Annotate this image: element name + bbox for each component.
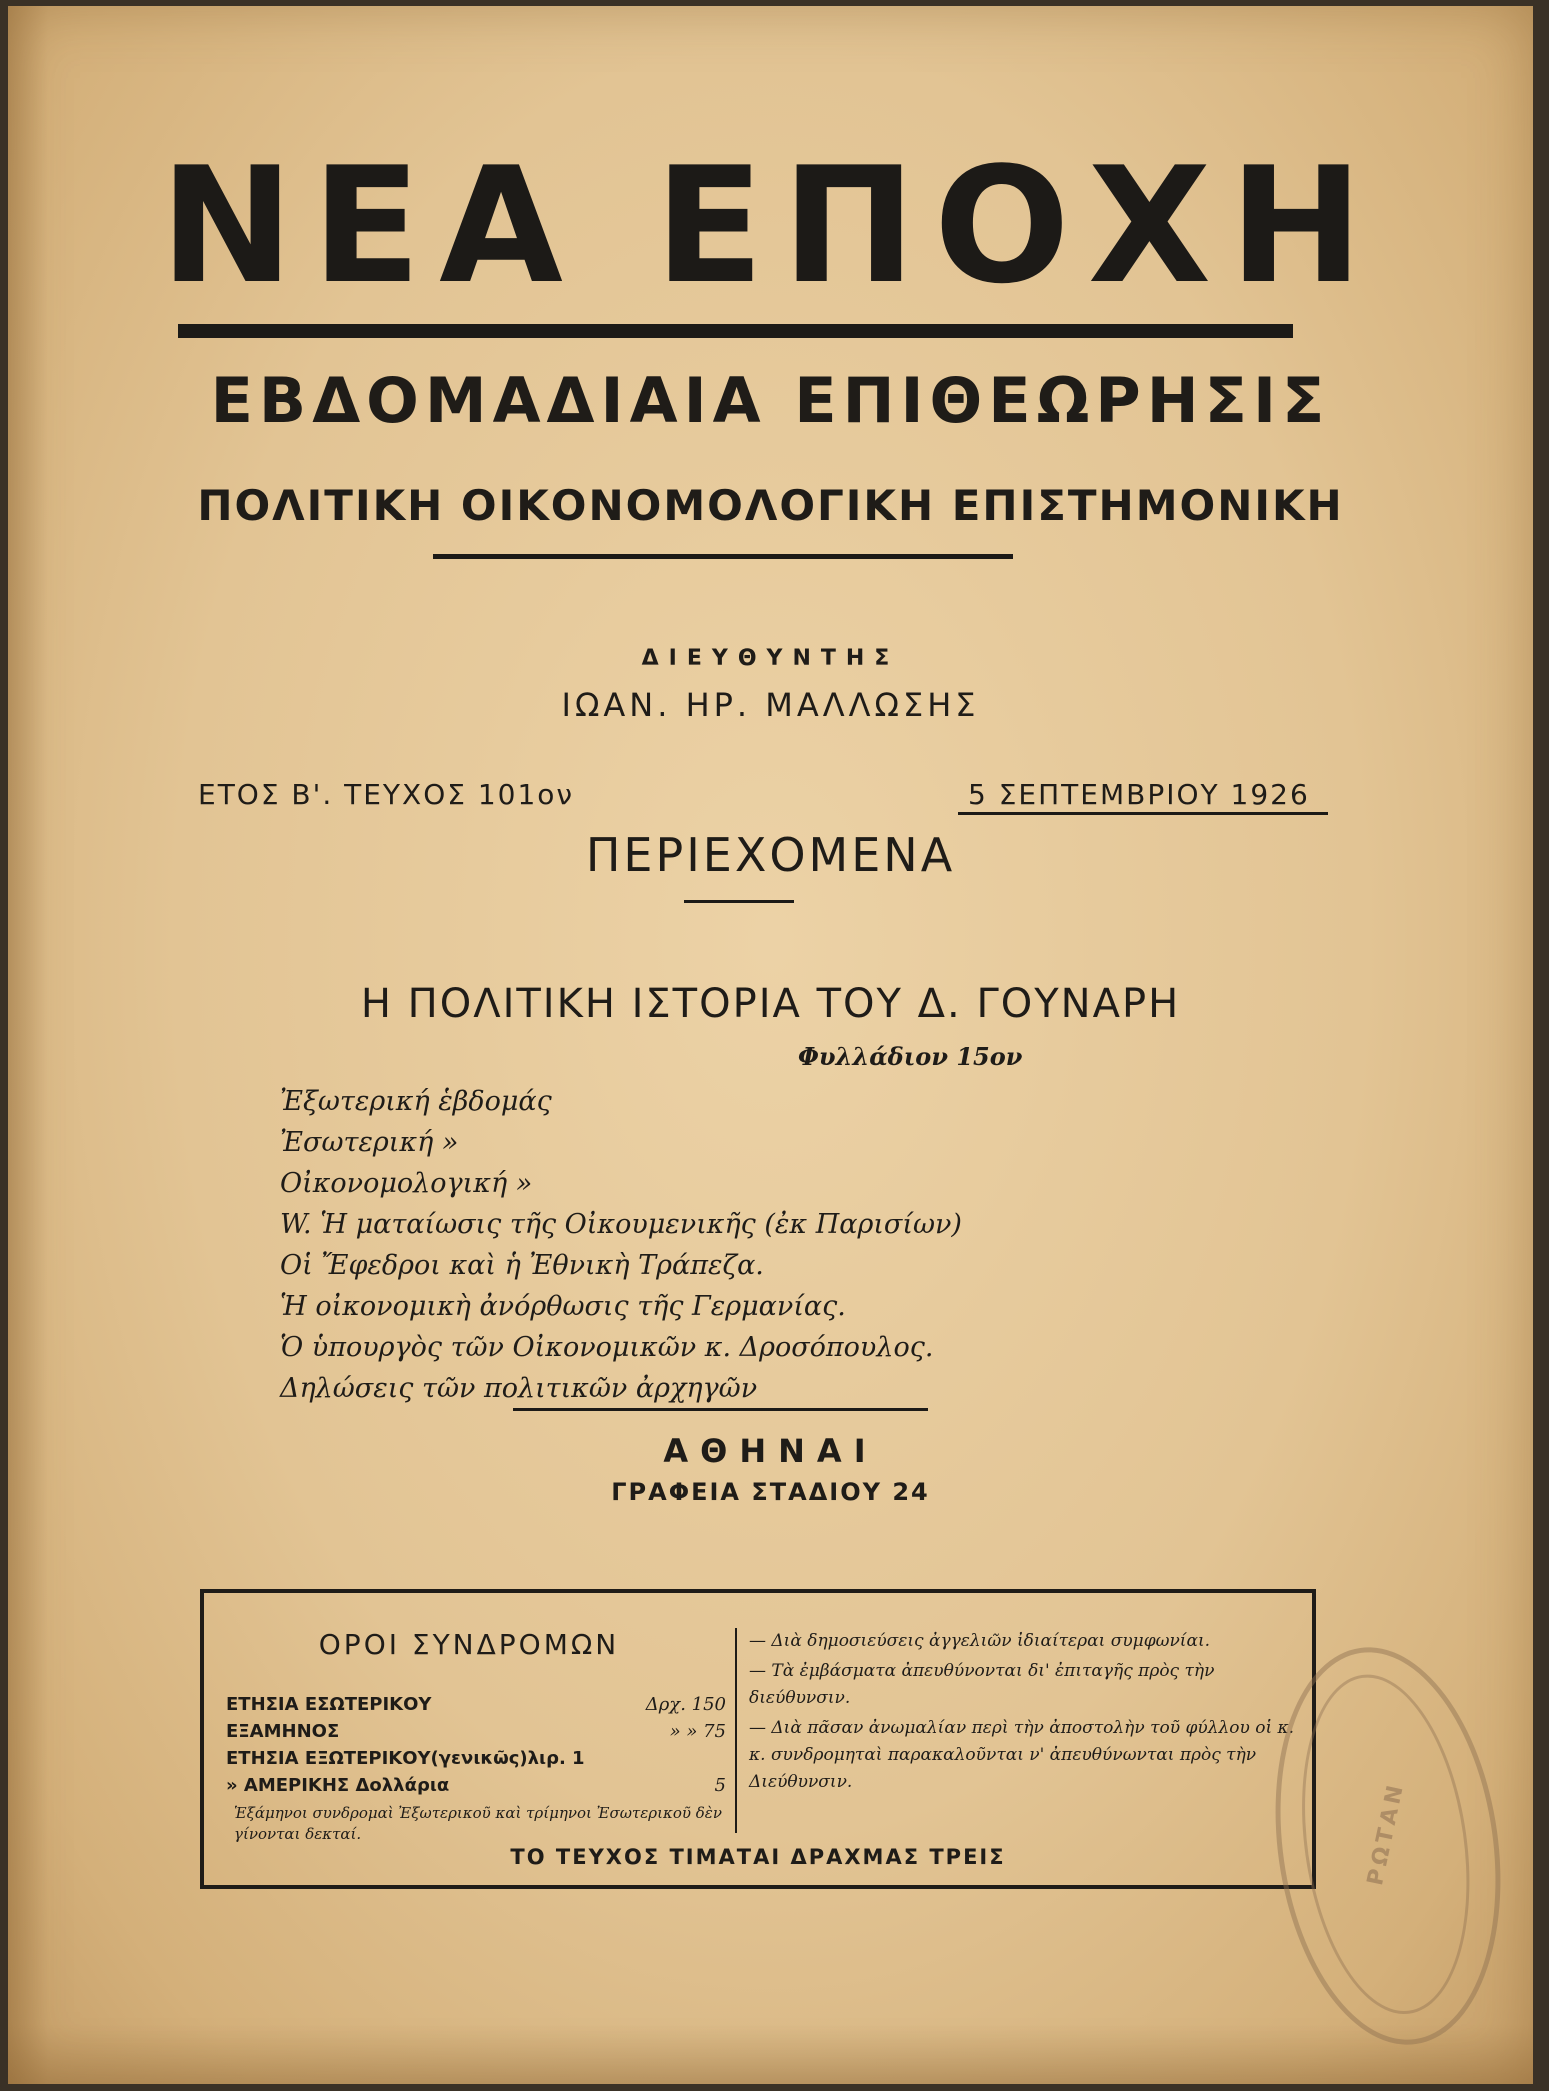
rate-row [226, 1718, 726, 1745]
rate-amount: » » 75 [669, 1721, 726, 1742]
subscription-rates [226, 1691, 726, 1799]
booklet-number: Φυλλάδιον 15ον [798, 1042, 1023, 1071]
table-of-contents [280, 1081, 962, 1409]
rate-row [226, 1691, 726, 1718]
magazine-cover [8, 6, 1533, 2084]
issue-price: ΤΟ ΤΕΥΧΟΣ ΤΙΜΑΤΑΙ ΔΡΑΧΜΑΣ ΤΡΕΙΣ [510, 1845, 1006, 1869]
director-label: ΔΙΕΥΘΥΝΤΗΣ [641, 646, 900, 671]
toc-item: Ὁ ὑπουργὸς τῶν Οἰκονομικῶν κ. Δροσόπουλος. [280, 1332, 934, 1363]
toc-item: W. Ἡ ματαίωσις τῆς Οἰκουμενικῆς (ἐκ Παρισίων) [280, 1209, 962, 1240]
contents-rule [684, 900, 794, 903]
offices-address: ΓΡΑΦΕΙΑ ΣΤΑΔΙΟΥ 24 [611, 1478, 930, 1506]
subtitle-rule [433, 554, 1013, 559]
toc-item: Οἰκονομολογική » [280, 1168, 533, 1199]
toc-item: Ἐσωτερική » [280, 1127, 459, 1158]
issue-date: 5 ΣΕΠΤΕΜΒΡΙΟΥ 1926 [968, 778, 1310, 811]
note-item: — Διὰ πᾶσαν ἀνωμαλίαν περὶ τὴν ἀποστολὴν τοῦ φύλλου οἱ κ. κ. συνδρομηταὶ παρακαλοῦνται ν' ἀπευθύνωνται πρὸς τὴν Διεύθυνσιν. [749, 1718, 1295, 1792]
masthead-title: ΝΕΑ ΕΠΟΧΗ [159, 132, 1382, 319]
rate-amount: 5 [714, 1775, 726, 1796]
rate-label: » ΑΜΕΡΙΚΗΣ Δολλάρια [226, 1775, 450, 1796]
toc-rule [513, 1408, 928, 1411]
rate-row [226, 1745, 726, 1772]
note-item: — Τὰ ἐμβάσματα ἀπευθύνονται δι' ἐπιταγῆς πρὸς τὴν διεύθυνσιν. [749, 1661, 1215, 1708]
toc-item: Ἡ οἰκονομικὴ ἀνόρθωσις τῆς Γερμανίας. [280, 1291, 846, 1322]
rate-label: ΕΤΗΣΙΑ ΕΣΩΤΕΡΙΚΟΥ [226, 1694, 432, 1715]
subtitle-topics: ΠΟΛΙΤΙΚΗ ΟΙΚΟΝΟΜΟΛΟΓΙΚΗ ΕΠΙΣΤΗΜΟΝΙΚΗ [197, 481, 1344, 530]
note-item: — Διὰ δημοσιεύσεις ἀγγελιῶν ἰδιαίτεραι συμφωνίαι. [749, 1631, 1211, 1651]
issue-rule [958, 812, 1328, 815]
toc-item: Δηλώσεις τῶν πολιτικῶν ἀρχηγῶν [280, 1373, 758, 1404]
masthead-rule [178, 324, 1293, 338]
publication-notes [749, 1628, 1299, 1799]
toc-item: Οἱ Ἔφεδροι καὶ ἡ Ἐθνικὴ Τράπεζα. [280, 1250, 764, 1281]
box-divider [735, 1628, 737, 1833]
rate-label: ΕΞΑΜΗΝΟΣ [226, 1721, 340, 1742]
main-article-title: Η ΠΟΛΙΤΙΚΗ ΙΣΤΟΡΙΑ ΤΟΥ Δ. ΓΟΥΝΑΡΗ [360, 981, 1181, 1027]
toc-item: Ἐξωτερική ἑβδομάς [280, 1086, 552, 1117]
rate-label: ΕΤΗΣΙΑ ΕΞΩΤΕΡΙΚΟΥ(γενικῶς)λιρ. 1 [226, 1748, 585, 1769]
subscription-title: ΟΡΟΙ ΣΥΝΔΡΟΜΩΝ [318, 1628, 620, 1661]
subtitle: ΕΒΔΟΜΑΔΙΑΙΑ ΕΠΙΘΕΩΡΗΣΙΣ [210, 364, 1331, 437]
director-name: ΙΩΑΝ. ΗΡ. ΜΑΛΛΩΣΗΣ [561, 686, 980, 724]
city: ΑΘΗΝΑΙ [663, 1432, 878, 1470]
contents-heading: ΠΕΡΙΕΧΟΜΕΝΑ [585, 828, 956, 882]
subscription-note: Ἑξάμηνοι συνδρομαὶ Ἐξωτερικοῦ καὶ τρίμηνοι Ἐσωτερικοῦ δὲν γίνονται δεκταί. [234, 1804, 722, 1843]
page-edge-stain [8, 6, 48, 2084]
rate-amount: Δρχ. 150 [645, 1694, 726, 1715]
page-bottom-stain [8, 2024, 1533, 2084]
stamp-text: ΡΩΤΑΝ [1363, 1779, 1410, 1888]
rate-row [226, 1772, 726, 1799]
issue-number: ΕΤΟΣ Β'. ΤΕΥΧΟΣ 101ον [198, 778, 575, 811]
subscription-box [200, 1589, 1316, 1889]
